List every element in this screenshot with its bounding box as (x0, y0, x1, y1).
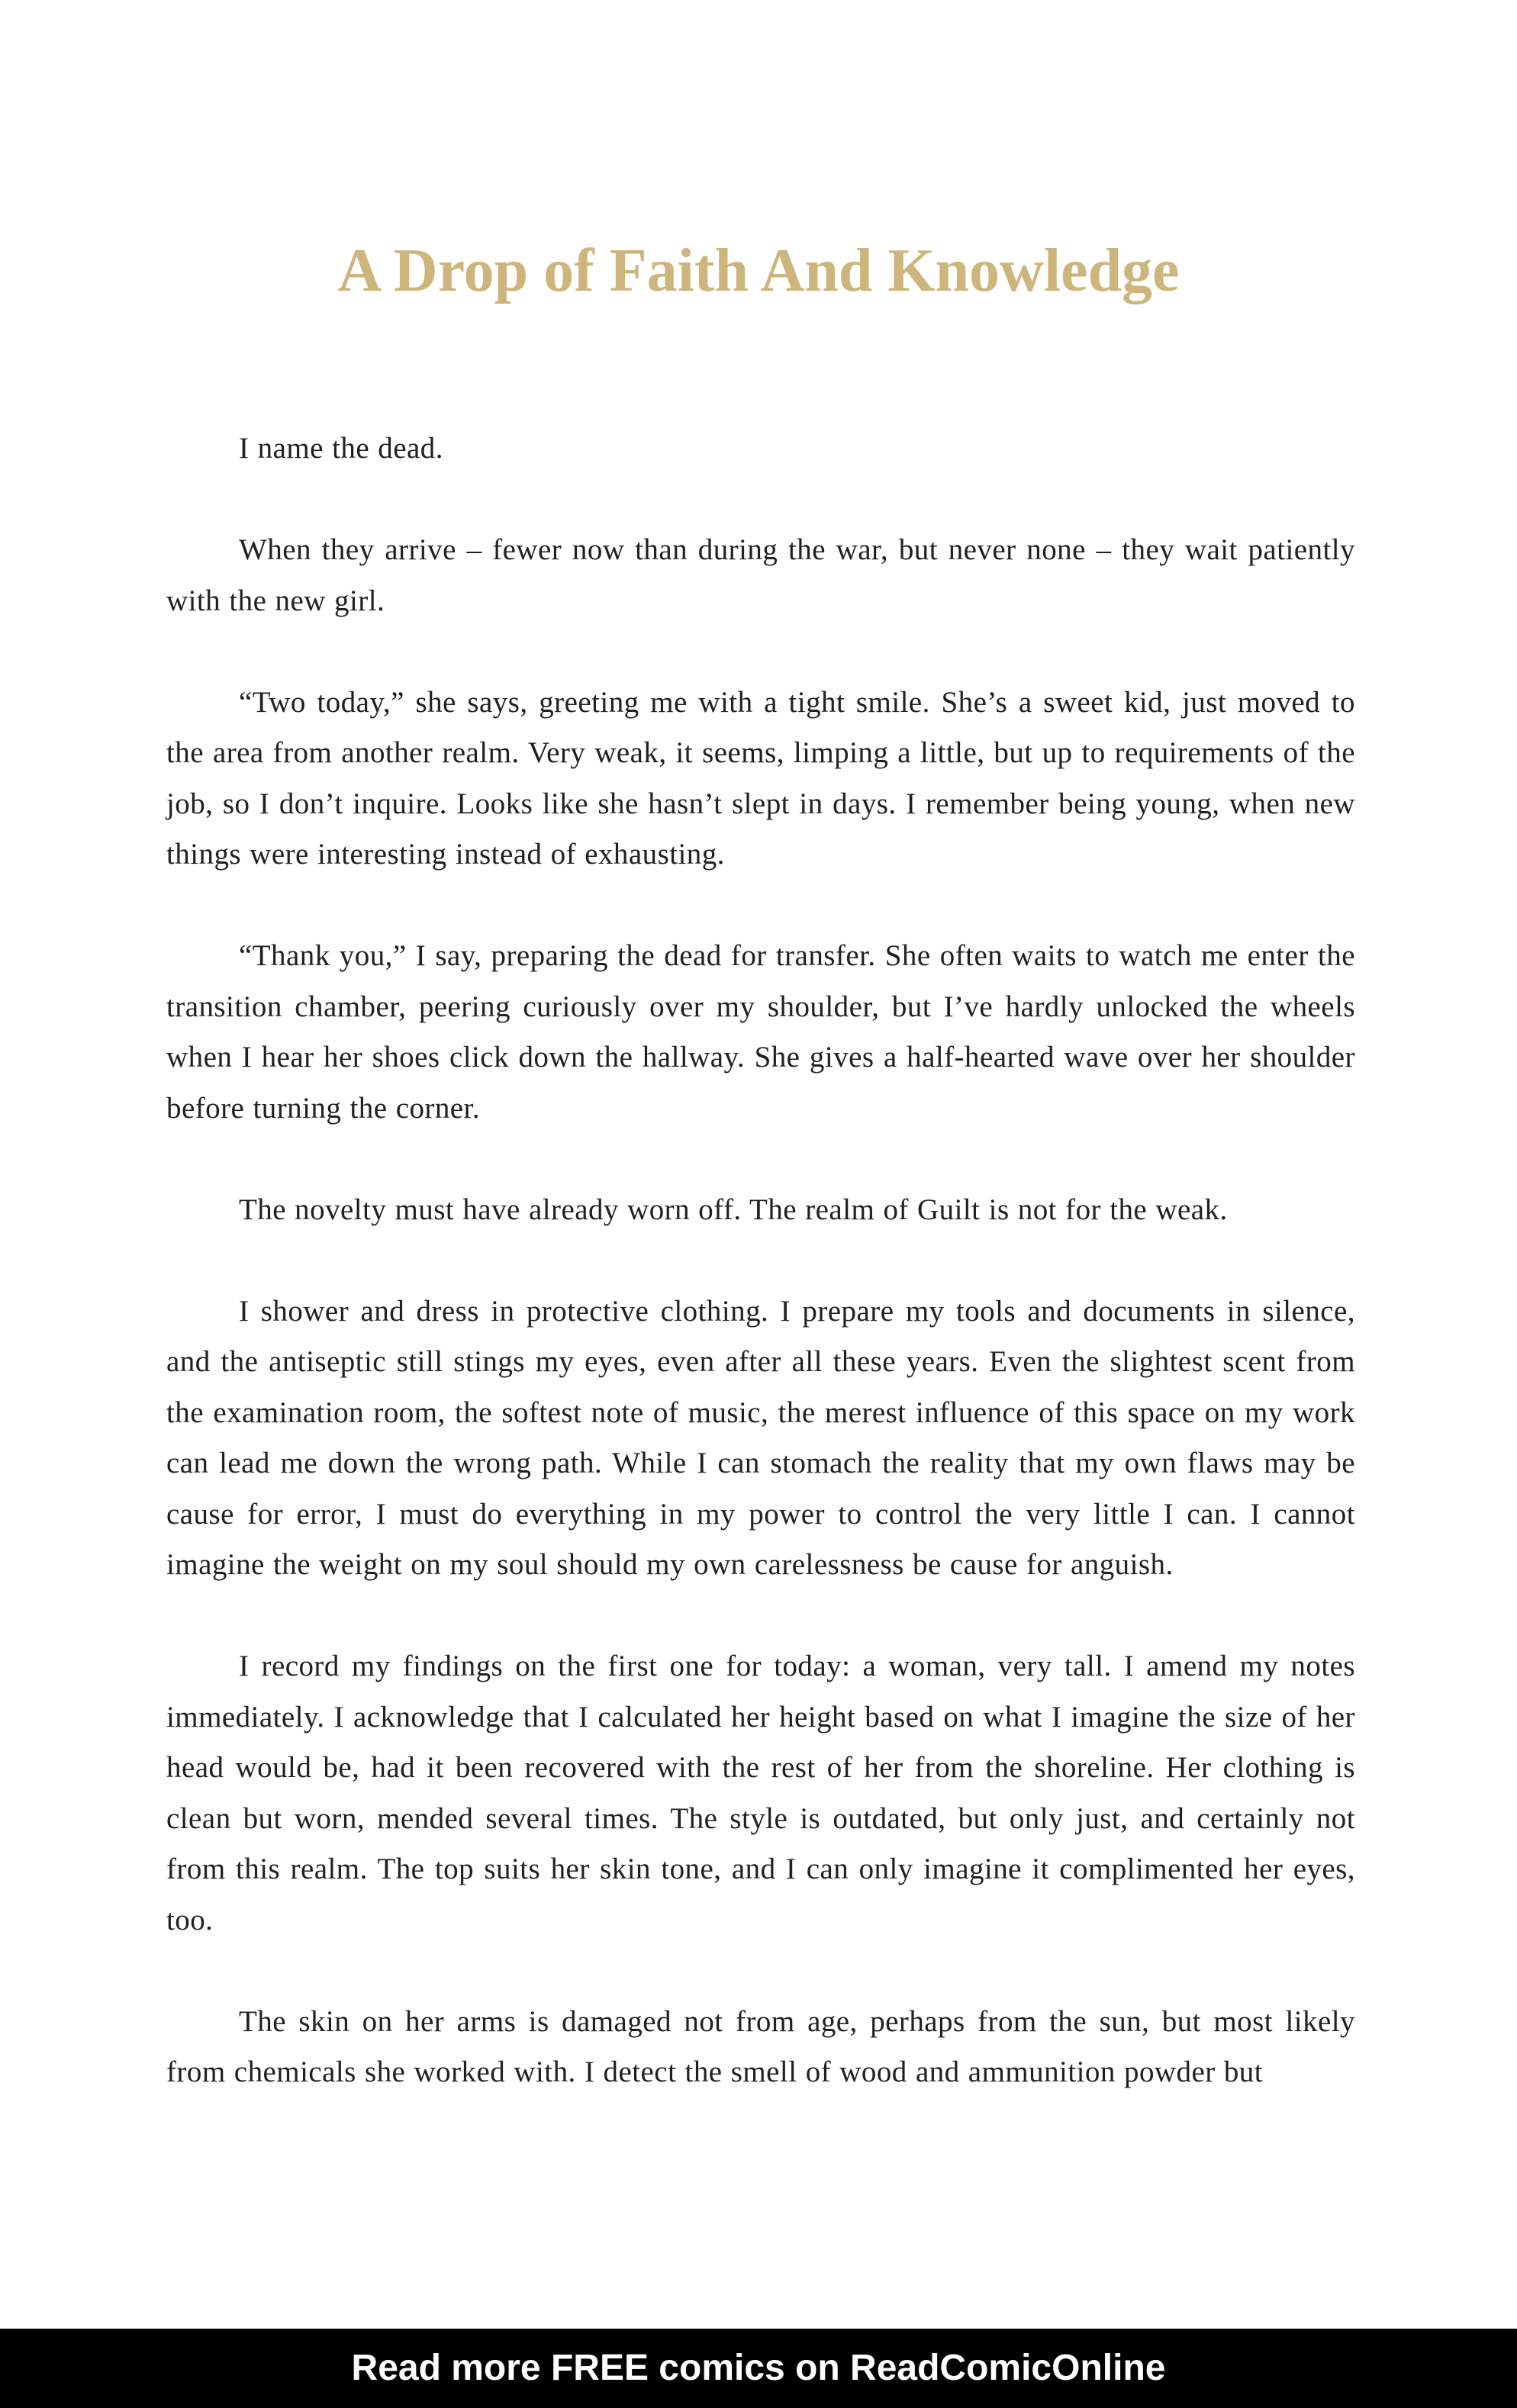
promo-banner-text[interactable]: Read more FREE comics on ReadComicOnline (351, 2348, 1166, 2388)
story-paragraph: I shower and dress in protective clothing. I prepare my tools and documents in silence, and the antiseptic still stings my eyes, even after all these years. Even the slightest scent from the examination room, the softest note of music, the merest influence of this space on my work can lead me down the wrong path. While I can stomach the reality that my own flaws may be cause for error, I must do everything in my power to control the very little I can. I cannot imagine the weight on my soul should my own carelessness be cause for anguish. (166, 1294, 1355, 1581)
story-paragraph: The novelty must have already worn off. The realm of Guilt is not for the weak. (239, 1193, 1228, 1226)
story-paragraph: “Two today,” she says, greeting me with a tight smile. She’s a sweet kid, just moved to the area from another realm. Very weak, it seems, limping a little, but up to requirements of the job, so I don’t inquire. Looks like she hasn’t slept in days. I remember being young, when new things were interesting instead of exhausting. (166, 685, 1355, 871)
story-paragraph: When they arrive – fewer now than during the war, but never none – they wait patiently with the new girl. (166, 533, 1355, 617)
story-paragraph: I name the dead. (239, 432, 443, 465)
story-body (166, 423, 1355, 2098)
story-paragraph: The skin on her arms is damaged not from age, perhaps from the sun, but most likely from chemicals she worked with. I detect the smell of wood and ammunition powder but (166, 2004, 1355, 2088)
story-paragraph: “Thank you,” I say, preparing the dead for transfer. She often waits to watch me enter the transition chamber, peering curiously over my shoulder, but I’ve hardly unlocked the wheels when I hear her shoes click down the hallway. She gives a half-hearted wave over her shoulder before turning the corner. (166, 939, 1355, 1125)
story-paragraph: I record my findings on the first one for today: a woman, very tall. I amend my notes immediately. I acknowledge that I calculated her height based on what I imagine the size of her head would be, had it been recovered with the rest of her from the shoreline. Her clothing is clean but worn, mended several times. The style is outdated, but only just, and certainly not from this realm. The top suits her skin tone, and I can only imagine it complimented her eyes, too. (166, 1650, 1355, 1936)
page-title: A Drop of Faith And Knowledge (337, 237, 1180, 304)
promo-banner[interactable] (0, 2329, 1517, 2408)
